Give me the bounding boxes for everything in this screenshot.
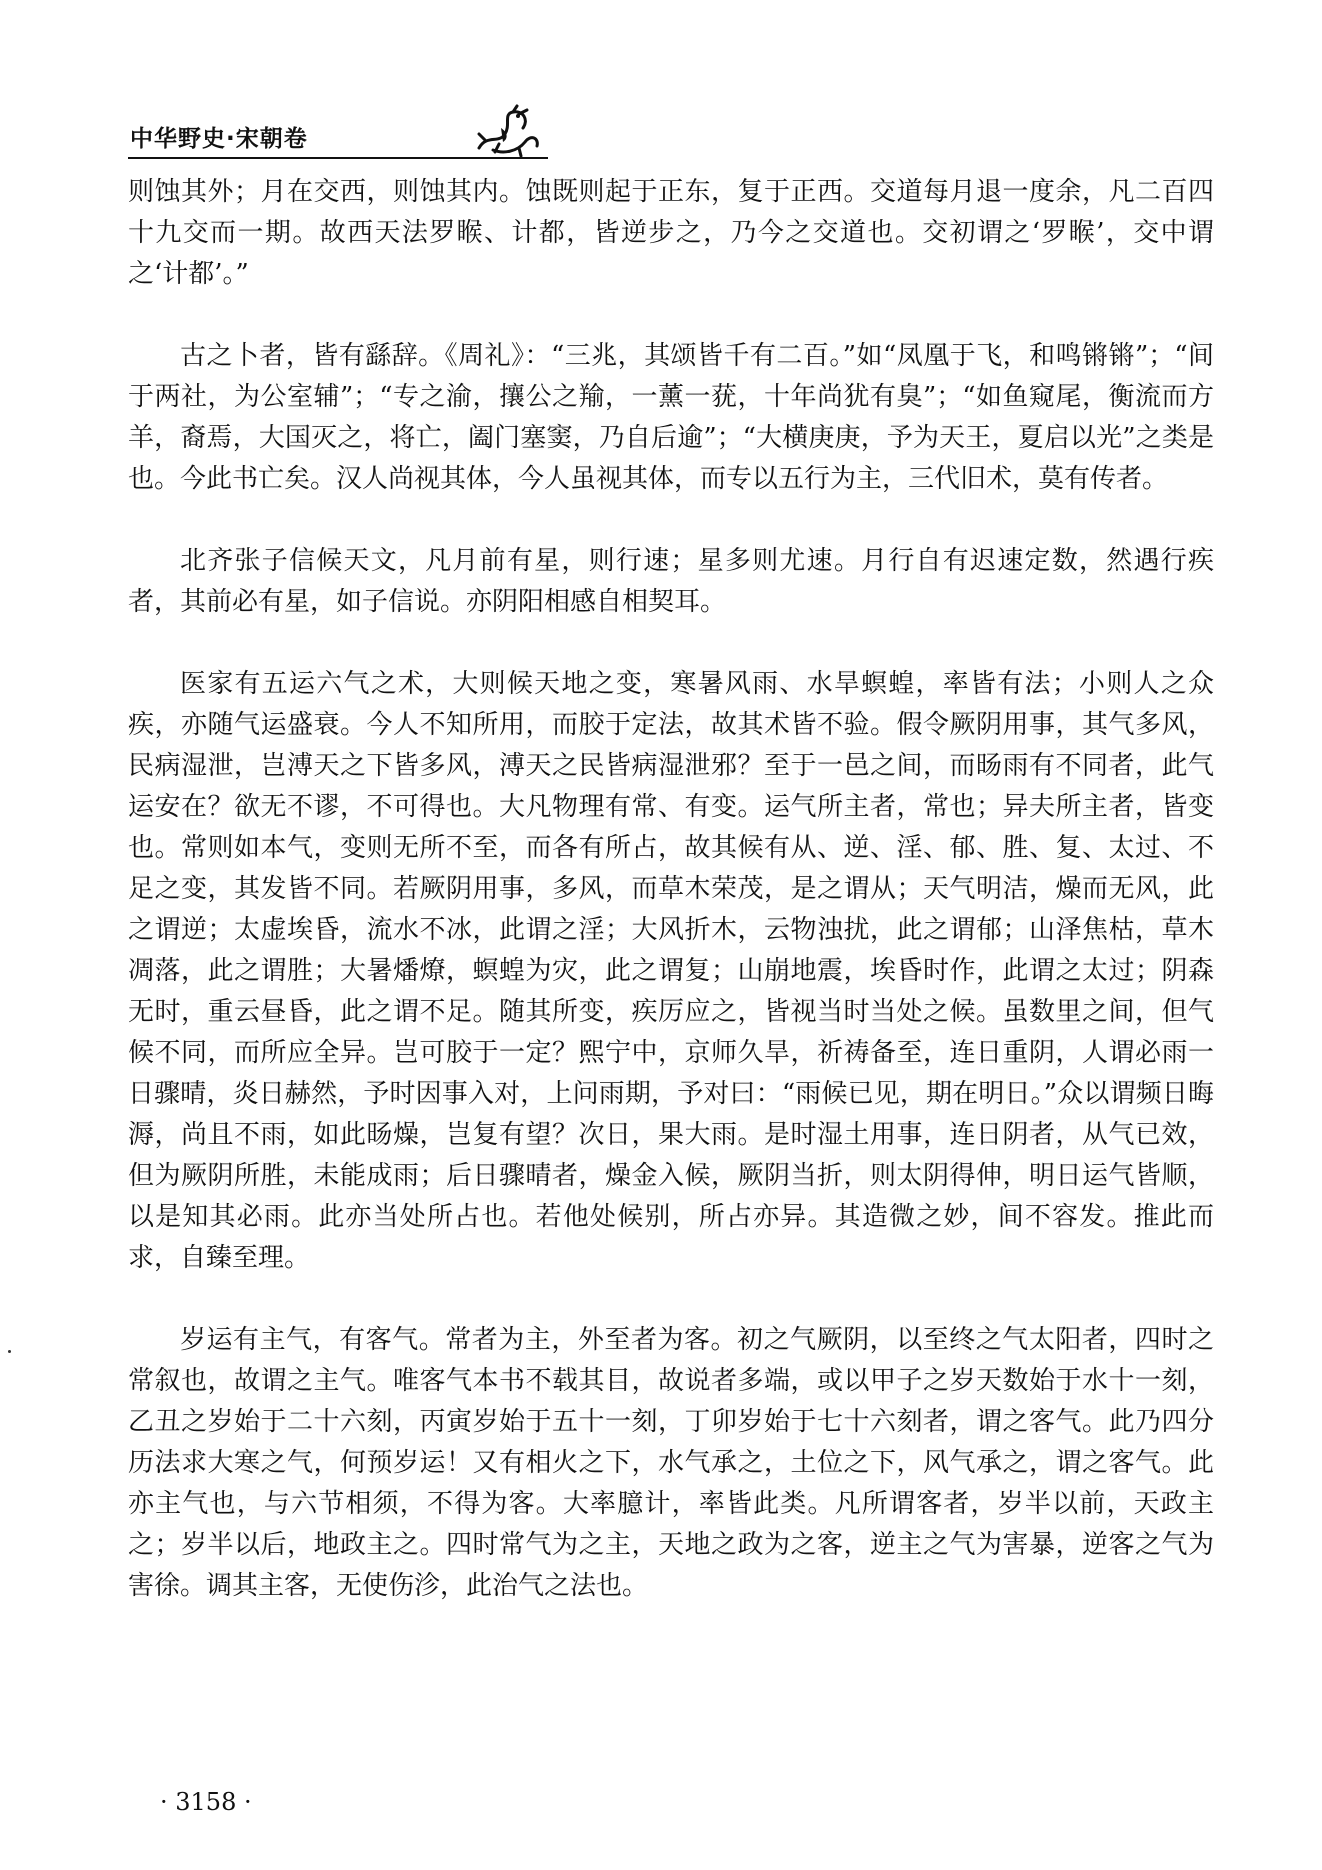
dragon-logo-icon bbox=[473, 104, 543, 158]
book-title: 中华野史·宋朝卷 bbox=[130, 126, 308, 152]
page-body bbox=[128, 172, 1214, 1607]
running-header bbox=[128, 104, 548, 164]
paragraph: 则蚀其外；月在交西，则蚀其内。蚀既则起于正东，复于正西。交道每月退一度余，凡二百四十九交而一期。故西天法罗睺、计都，皆逆步之，乃今之交道也。交初谓之‘罗睺’，交中谓之‘计都’。” bbox=[128, 177, 1214, 289]
paragraph: 古之卜者，皆有繇辞。《周礼》：“三兆，其颂皆千有二百。”如“凤凰于飞，和鸣锵锵”；“间于两社，为公室辅”；“专之渝，攘公之羭，一薰一莸，十年尚犹有臭”；“如鱼窥尾，衡流而方羊，裔焉，大国灭之，将亡，阖门塞窦，乃自后逾”；“大横庚庚，予为天王，夏启以光”之类是也。今此书亡矣。汉人尚视其体，今人虽视其体，而专以五行为主，三代旧术，莫有传者。 bbox=[128, 341, 1214, 494]
scan-speck bbox=[8, 1350, 11, 1353]
page-number: · 3158 · bbox=[160, 1788, 252, 1816]
header-rule bbox=[128, 157, 548, 159]
paragraph: 北齐张子信候天文，凡月前有星，则行速；星多则尤速。月行自有迟速定数，然遇行疾者，其前必有星，如子信说。亦阴阳相感自相契耳。 bbox=[128, 546, 1214, 617]
paragraph: 岁运有主气，有客气。常者为主，外至者为客。初之气厥阴，以至终之气太阳者，四时之常叙也，故谓之主气。唯客气本书不载其目，故说者多端，或以甲子之岁天数始于水十一刻，乙丑之岁始于二十六刻，丙寅岁始于五十一刻，丁卯岁始于七十六刻者，谓之客气。此乃四分历法求大寒之气，何预岁运！又有相火之下，水气承之，土位之下，风气承之，谓之客气。此亦主气也，与六节相须，不得为客。大率臆计，率皆此类。凡所谓客者，岁半以前，天政主之；岁半以后，地政主之。四时常气为之主，天地之政为之客，逆主之气为害暴，逆客之气为害徐。调其主客，无使伤沴，此治气之法也。 bbox=[128, 1325, 1214, 1601]
paragraph: 医家有五运六气之术，大则候天地之变，寒暑风雨、水旱螟蝗，率皆有法；小则人之众疾，亦随气运盛衰。今人不知所用，而胶于定法，故其术皆不验。假令厥阴用事，其气多风，民病湿泄，岂溥天之下皆多风，溥天之民皆病湿泄邪？至于一邑之间，而旸雨有不同者，此气运安在？欲无不谬，不可得也。大凡物理有常、有变。运气所主者，常也；异夫所主者，皆变也。常则如本气，变则无所不至，而各有所占，故其候有从、逆、淫、郁、胜、复、太过、不足之变，其发皆不同。若厥阴用事，多风，而草木荣茂，是之谓从；天气明洁，燥而无风，此之谓逆；太虚埃昏，流水不冰，此谓之淫；大风折木，云物浊扰，此之谓郁；山泽焦枯，草木凋落，此之谓胜；大暑燔燎，螟蝗为灾，此之谓复；山崩地震，埃昏时作，此谓之太过；阴森无时，重云昼昏，此之谓不足。随其所变，疾厉应之，皆视当时当处之候。虽数里之间，但气候不同，而所应全异。岂可胶于一定？熙宁中，京师久旱，祈祷备至，连日重阴，人谓必雨一日骤晴，炎日赫然，予时因事入对，上问雨期，予对曰：“雨候已见，期在明日。”众以谓频日晦溽，尚且不雨，如此旸燥，岂复有望？次日，果大雨。是时湿土用事，连日阴者，从气已效，但为厥阴所胜，未能成雨；后日骤晴者，燥金入候，厥阴当折，则太阴得伸，明日运气皆顺，以是知其必雨。此亦当处所占也。若他处候别，所占亦异。其造微之妙，间不容发。推此而求，自臻至理。 bbox=[128, 669, 1214, 1273]
